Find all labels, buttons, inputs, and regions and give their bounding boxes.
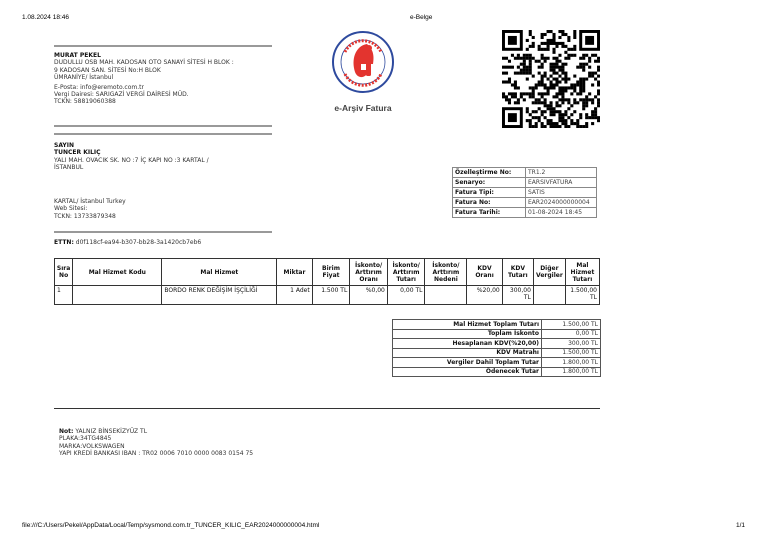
meta-value: EARSIVFATURA <box>526 178 597 188</box>
meta-key: Özelleştirme No: <box>453 168 526 178</box>
meta-row <box>453 198 597 208</box>
items-header-cell: KDV Tutarı <box>502 259 533 286</box>
print-title: e-Belge <box>410 14 433 21</box>
table-cell <box>425 286 467 305</box>
items-header-cell: İskonto/ Arttırım Nedeni <box>425 259 467 286</box>
ettn-label: ETTN: <box>54 239 74 246</box>
seller-tax-office: Vergi Dairesi: SARIGAZİ VERGİ DAİRESİ MÜD. <box>54 91 189 99</box>
totals-value: 1.500,00 TL <box>542 348 601 358</box>
buyer-address1: YALI MAH. OVACIK SK. NO :7 İÇ KAPI NO :3 KARTAL / <box>54 156 209 164</box>
items-header-cell: Sıra No <box>55 259 73 286</box>
notes-line4: YAPI KREDİ BANKASI IBAN : TR02 0006 7010 0000 0083 0154 75 <box>59 450 254 458</box>
seller-block <box>54 52 276 106</box>
table-cell: 0,00 TL <box>387 286 425 305</box>
buyer-website: Web Sitesi: <box>54 205 88 213</box>
totals-key: Hesaplanan KDV(%20,00) <box>393 339 542 349</box>
totals-value: 0,00 TL <box>542 329 601 339</box>
meta-row <box>453 208 597 218</box>
meta-key: Senaryo: <box>453 178 526 188</box>
table-cell <box>533 286 565 305</box>
meta-row <box>453 188 597 198</box>
items-header-cell: Mal Hizmet Kodu <box>73 259 162 286</box>
table-cell: %20,00 <box>467 286 502 305</box>
items-header-cell: Birim Fiyat <box>312 259 350 286</box>
buyer-block <box>54 142 284 172</box>
invoice-meta-table <box>452 167 597 218</box>
gib-seal-icon <box>331 30 395 94</box>
table-cell: 1.500,00 TL <box>565 286 599 305</box>
seller-email: E-Posta: info@eremoto.com.tr <box>54 83 144 91</box>
gib-logo <box>331 30 395 94</box>
print-page-count: 1/1 <box>736 522 746 529</box>
items-header-cell: Mal Hizmet <box>162 259 277 286</box>
table-row <box>55 286 600 305</box>
totals-key: KDV Matrahı <box>393 348 542 358</box>
totals-row <box>393 367 601 377</box>
meta-row <box>453 178 597 188</box>
totals-key: Vergiler Dahil Toplam Tutar <box>393 358 542 368</box>
totals-row <box>393 358 601 368</box>
totals-value: 300,00 TL <box>542 339 601 349</box>
qr-code-icon <box>502 30 600 128</box>
totals-row <box>393 320 601 330</box>
buyer-city: KARTAL/ İstanbul Turkey <box>54 198 126 205</box>
notes-line2: PLAKA:34TG4845 <box>59 435 112 443</box>
items-header-cell: İskonto/ Arttırım Tutarı <box>387 259 425 286</box>
meta-value: TR1.2 <box>526 168 597 178</box>
totals-row <box>393 348 601 358</box>
ettn-line <box>54 239 201 246</box>
items-header-cell: KDV Oranı <box>467 259 502 286</box>
buyer-label: SAYIN <box>54 142 74 149</box>
table-cell: BORDO RENK DEĞİŞİM İŞÇİLİĞİ <box>162 286 277 305</box>
table-cell: 1 <box>55 286 73 305</box>
totals-key: Ödenecek Tutar <box>393 367 542 377</box>
table-cell <box>73 286 162 305</box>
table-cell: 1.500 TL <box>312 286 350 305</box>
buyer-bottom-rule <box>54 231 272 233</box>
items-header-cell: İskonto/ Arttırım Oranı <box>350 259 388 286</box>
items-header-row <box>55 259 600 286</box>
notes-line3: MARKA:VOLKSWAGEN <box>59 442 125 450</box>
table-cell: 300,00 TL <box>502 286 533 305</box>
seller-address2: 9 KADOSAN SAN. SİTESİ No:H BLOK <box>54 66 161 74</box>
seller-address1: DUDULLU OSB MAH. KADOSAN OTO SANAYİ SİTESİ H BLOK : <box>54 59 234 67</box>
meta-value: EAR2024000000004 <box>526 198 597 208</box>
notes-line1: YALNIZ BİNSEKİZYÜZ TL <box>75 428 148 435</box>
seller-city: ÜMRANİYE/ İstanbul <box>54 74 114 82</box>
notes-label: Not: <box>59 428 74 435</box>
buyer-address2: İSTANBUL <box>54 164 84 172</box>
totals-key: Mal Hizmet Toplam Tutarı <box>393 320 542 330</box>
items-header-cell: Diğer Vergiler <box>533 259 565 286</box>
buyer-top-rule <box>54 133 272 135</box>
qr-code <box>502 30 600 128</box>
totals-table <box>392 319 601 377</box>
totals-row <box>393 329 601 339</box>
seller-tckn: TCKN: 58819060388 <box>54 98 116 106</box>
meta-key: Fatura No: <box>453 198 526 208</box>
notes-rule <box>54 408 600 409</box>
buyer-tckn: TCKN: 13733879348 <box>54 212 116 220</box>
totals-key: Toplam İskonto <box>393 329 542 339</box>
notes-block <box>59 428 253 458</box>
items-table <box>54 258 600 305</box>
totals-value: 1.500,00 TL <box>542 320 601 330</box>
seller-name: MURAT PEKEL <box>54 52 101 59</box>
totals-value: 1.800,00 TL <box>542 367 601 377</box>
meta-value: SATIS <box>526 188 597 198</box>
meta-key: Fatura Tipi: <box>453 188 526 198</box>
seller-top-rule <box>54 45 272 47</box>
buyer-contact <box>54 198 284 220</box>
items-header-cell: Mal Hizmet Tutarı <box>565 259 599 286</box>
items-header-cell: Miktar <box>277 259 312 286</box>
print-datetime: 1.08.2024 18:46 <box>22 14 69 21</box>
meta-value: 01-08-2024 18:45 <box>526 208 597 218</box>
meta-key: Fatura Tarihi: <box>453 208 526 218</box>
totals-value: 1.800,00 TL <box>542 358 601 368</box>
meta-row <box>453 168 597 178</box>
buyer-name: TUNCER KILIÇ <box>54 149 101 157</box>
ettn-value: d0f118cf-ea94-b307-bb28-3a1420cb7eb6 <box>75 239 202 246</box>
print-url: file:///C:/Users/Pekel/AppData/Local/Temp/sysmond.com.tr_TUNCER_KILIC_EAR2024000000004.html <box>22 522 320 529</box>
seller-bottom-rule <box>54 125 272 127</box>
table-cell: %0,00 <box>350 286 388 305</box>
table-cell: 1 Adet <box>277 286 312 305</box>
document-title: e-Arşiv Fatura <box>334 103 392 113</box>
totals-row <box>393 339 601 349</box>
